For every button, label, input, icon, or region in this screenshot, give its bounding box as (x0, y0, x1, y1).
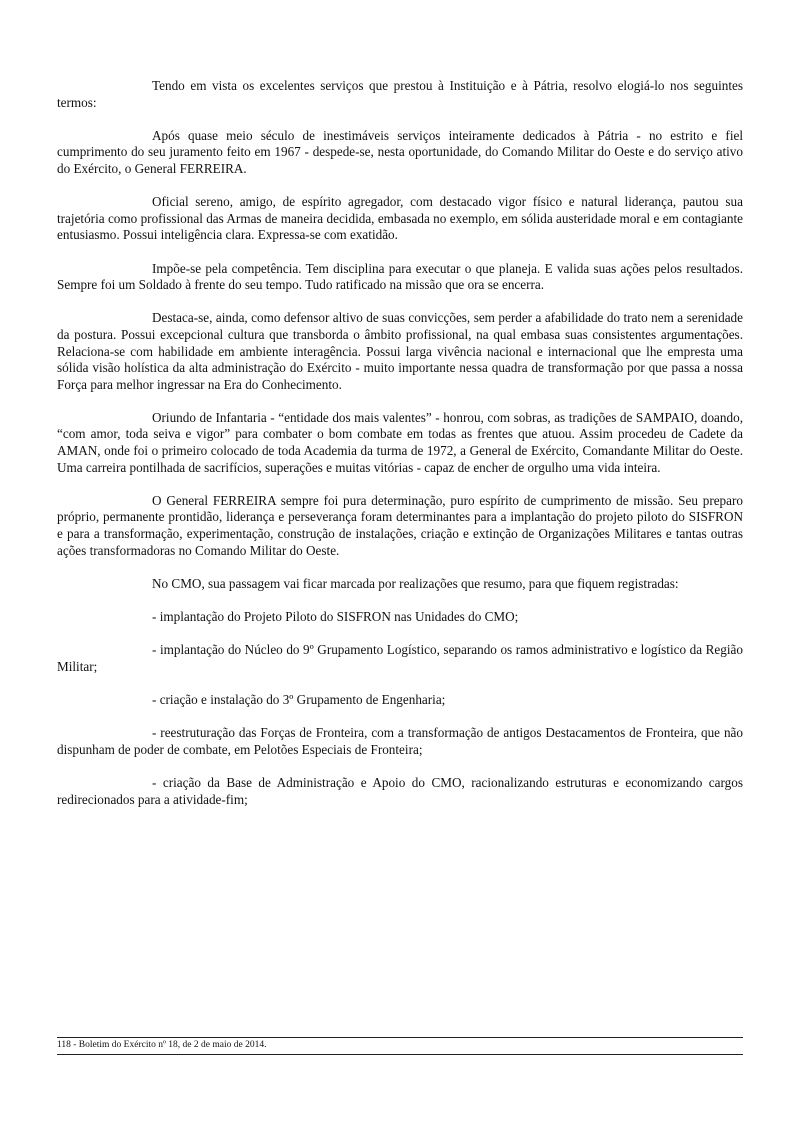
paragraph: Oficial sereno, amigo, de espírito agregador, com destacado vigor físico e natural liderança, pautou sua trajetória como profissional das Armas de maneira decidida, embasada no exemplo, em sólida austeridade moral e em contagiante entusiasmo. Possui inteligência clara. Expressa-se com exatidão. (57, 194, 743, 243)
list-item: - implantação do Núcleo do 9º Grupamento Logístico, separando os ramos administrativo e logístico da Região Militar; (57, 642, 743, 674)
paragraph: Destaca-se, ainda, como defensor altivo de suas convicções, sem perder a afabilidade do trato nem a serenidade da postura. Possui excepcional cultura que transborda o âmbito profissional, na qual embasa suas consistentes argumentações. Relaciona-se com habilidade em ambiente interagência. Possui larga vivência nacional e internacional que lhe empresta uma sólida visão holística da alta administração do Exército - muito importante nessa quadra de transformação por que passa a nossa Força para melhor ingressar na Era do Conhecimento. (57, 310, 743, 392)
document-body (57, 78, 743, 825)
paragraph: O General FERREIRA sempre foi pura determinação, puro espírito de cumprimento de missão. Seu preparo próprio, permanente prontidão, liderança e perseverança foram determinantes para a implantação do projeto piloto do SISFRON e para a transformação, experimentação, construção de instalações, criação e extinção de Organizações Militares e tantas outras ações transformadoras no Comando Militar do Oeste. (57, 492, 743, 558)
list-item: - criação e instalação do 3º Grupamento de Engenharia; (152, 691, 446, 707)
paragraph: Após quase meio século de inestimáveis serviços inteiramente dedicados à Pátria - no estrito e fiel cumprimento do seu juramento feito em 1967 - despede-se, nesta oportunidade, do Comando Militar do Oeste e do serviço ativo do Exército, o General FERREIRA. (57, 127, 743, 176)
paragraph: No CMO, sua passagem vai ficar marcada por realizações que resumo, para que fiquem registradas: (152, 575, 679, 591)
paragraph: Tendo em vista os excelentes serviços que prestou à Instituição e à Pátria, resolvo elogiá-lo nos seguintes termos: (57, 78, 743, 110)
list-item: - reestruturação das Forças de Fronteira, com a transformação de antigos Destacamentos de Fronteira, que não dispunham de poder de combate, em Pelotões Especiais de Fronteira; (57, 725, 743, 757)
paragraph: Impõe-se pela competência. Tem disciplina para executar o que planeja. E valida suas ações pelos resultados. Sempre foi um Soldado à frente do seu tempo. Tudo ratificado na missão que ora se encerra. (57, 260, 743, 293)
paragraph: Oriundo de Infantaria - “entidade dos mais valentes” - honrou, com sobras, as tradições de SAMPAIO, doando, “com amor, toda seiva e vigor” para combater o bom combate em todas as frentes que atuou. Assim procedeu de Cadete da AMAN, onde foi o primeiro colocado de toda Academia da turma de 1972, a General de Exército, Comandante Militar do Oeste. Uma carreira pontilhada de sacrifícios, superações e muitas vitórias - capaz de encher de orgulho uma vida inteira. (57, 409, 743, 475)
list-item: - criação da Base de Administração e Apoio do CMO, racionalizando estruturas e economizando cargos redirecionados para a atividade-fim; (57, 774, 743, 807)
page-footer: 118 - Boletim do Exército nº 18, de 2 de maio de 2014. (57, 1037, 743, 1055)
list-item: - implantação do Projeto Piloto do SISFRON nas Unidades do CMO; (152, 609, 519, 624)
